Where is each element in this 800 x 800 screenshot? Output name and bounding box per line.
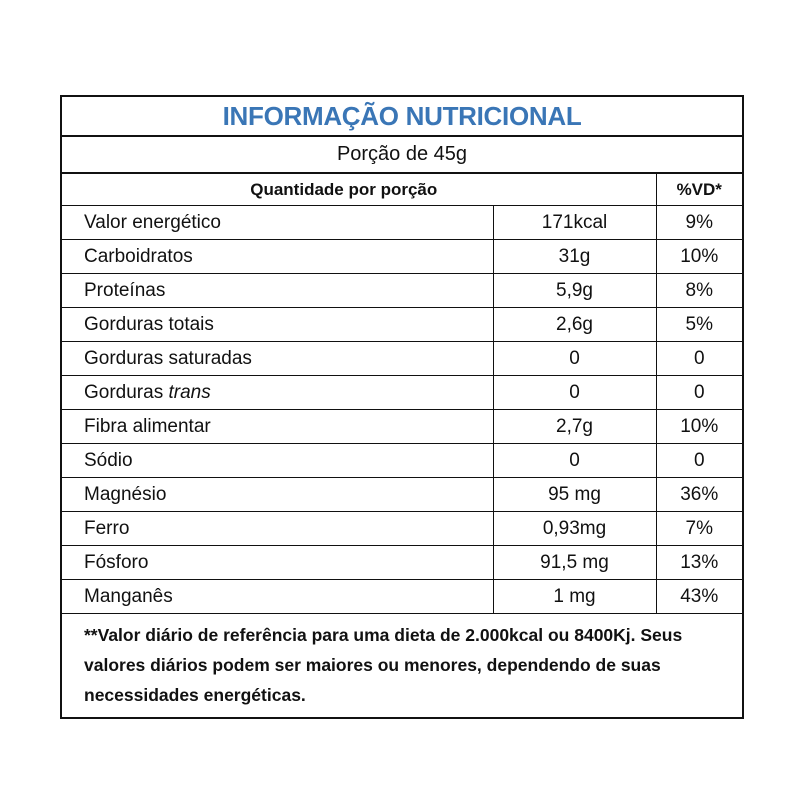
nutrient-vd: 5% — [656, 308, 742, 342]
nutrient-name: Ferro — [62, 512, 493, 546]
nutrient-amount: 2,6g — [493, 308, 656, 342]
nutrient-name: Fósforo — [62, 546, 493, 580]
nutrient-vd: 7% — [656, 512, 742, 546]
table-row — [62, 512, 742, 546]
nutrient-amount: 1 mg — [493, 580, 656, 614]
label-title: INFORMAÇÃO NUTRICIONAL — [62, 97, 742, 137]
nutrition-facts-label — [60, 95, 744, 719]
table-row — [62, 308, 742, 342]
nutrition-table — [62, 174, 742, 614]
nutrient-name: Valor energético — [62, 206, 493, 240]
table-row — [62, 546, 742, 580]
nutrient-amount: 0 — [493, 376, 656, 410]
nutrient-vd: 0 — [656, 444, 742, 478]
nutrient-vd: 36% — [656, 478, 742, 512]
header-vd: %VD* — [656, 174, 742, 206]
nutrient-name-text: Gorduras — [84, 381, 164, 403]
table-row — [62, 376, 742, 410]
nutrient-vd: 13% — [656, 546, 742, 580]
nutrient-vd: 43% — [656, 580, 742, 614]
nutrient-vd: 0 — [656, 376, 742, 410]
nutrient-amount: 5,9g — [493, 274, 656, 308]
table-row — [62, 240, 742, 274]
serving-size: Porção de 45g — [62, 137, 742, 174]
table-row — [62, 478, 742, 512]
nutrient-amount: 95 mg — [493, 478, 656, 512]
table-row — [62, 342, 742, 376]
nutrient-name-italic: trans — [168, 381, 211, 403]
nutrient-name: Proteínas — [62, 274, 493, 308]
nutrient-name: Gorduras totais — [62, 308, 493, 342]
footnote: **Valor diário de referência para uma dieta de 2.000kcal ou 8400Kj. Seus valores diários podem ser maiores ou menores, dependendo de suas necessidades energéticas. — [84, 625, 683, 705]
nutrient-amount: 2,7g — [493, 410, 656, 444]
nutrient-name: Fibra alimentar — [62, 410, 493, 444]
nutrient-vd: 9% — [656, 206, 742, 240]
table-row — [62, 444, 742, 478]
table-row — [62, 410, 742, 444]
nutrient-vd: 10% — [656, 240, 742, 274]
nutrient-amount: 31g — [493, 240, 656, 274]
nutrient-amount: 0 — [493, 342, 656, 376]
table-row — [62, 580, 742, 614]
nutrient-vd: 10% — [656, 410, 742, 444]
nutrient-amount: 171kcal — [493, 206, 656, 240]
nutrient-name: Gorduras saturadas — [62, 342, 493, 376]
table-row — [62, 206, 742, 240]
nutrient-amount: 91,5 mg — [493, 546, 656, 580]
table-row — [62, 274, 742, 308]
nutrient-name — [62, 376, 493, 410]
table-header-row — [62, 174, 742, 206]
nutrient-amount: 0,93mg — [493, 512, 656, 546]
nutrient-name: Carboidratos — [62, 240, 493, 274]
nutrient-vd: 0 — [656, 342, 742, 376]
header-quantity: Quantidade por porção — [62, 174, 656, 206]
nutrient-amount: 0 — [493, 444, 656, 478]
nutrient-name: Magnésio — [62, 478, 493, 512]
nutrient-name: Sódio — [62, 444, 493, 478]
nutrient-name: Manganês — [62, 580, 493, 614]
nutrient-vd: 8% — [656, 274, 742, 308]
